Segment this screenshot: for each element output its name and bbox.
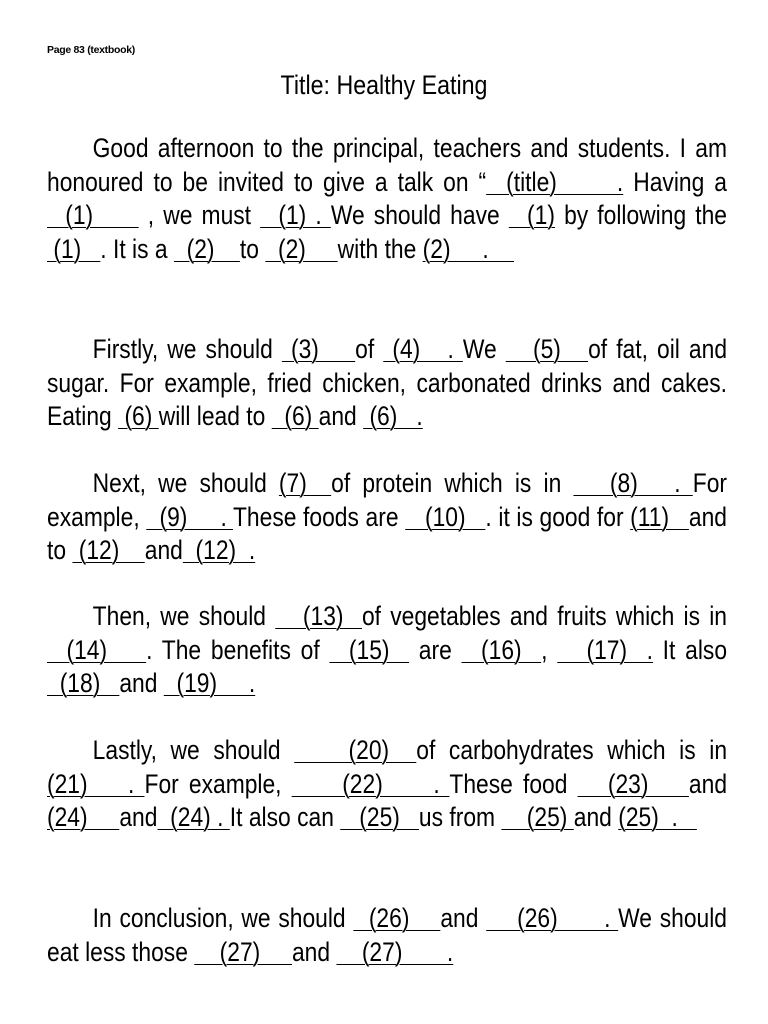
text-segment: and: [688, 768, 728, 799]
text-segment: Firstly, we should: [92, 334, 282, 364]
text-segment: and: [119, 802, 158, 832]
answer-blank[interactable]: (15): [329, 634, 410, 665]
paragraph-firstly: [47, 333, 727, 434]
answer-blank[interactable]: (12) .: [182, 535, 256, 565]
text-segment: We should have: [330, 200, 509, 230]
answer-blank[interactable]: (title) .: [486, 166, 624, 197]
text-segment: and: [119, 668, 164, 698]
text-segment: For example,: [47, 468, 728, 532]
text-segment: It also can: [229, 802, 341, 832]
text-segment: and to: [47, 501, 728, 565]
paragraph-introduction: [47, 132, 727, 266]
text-segment: of fat, oil and sugar. For example, fried chicken, carbonated drinks and cakes. Eating: [47, 334, 728, 431]
text-segment: , we must: [138, 200, 261, 230]
text-segment: are: [409, 634, 462, 665]
answer-blank[interactable]: (2): [265, 233, 338, 264]
answer-blank[interactable]: (16): [461, 634, 542, 665]
text-segment: These foods are: [232, 501, 406, 532]
text-segment: and: [440, 903, 487, 933]
text-segment: It also: [652, 634, 728, 665]
text-segment: and: [291, 936, 337, 967]
answer-blank[interactable]: (5): [505, 334, 589, 364]
text-segment: with the: [337, 233, 423, 264]
answer-blank[interactable]: (11): [630, 501, 689, 532]
answer-blank[interactable]: (19) .: [163, 668, 256, 698]
header-note: Page 83 (textbook): [47, 44, 135, 56]
text-segment: to: [239, 233, 266, 264]
text-segment: . It is a: [100, 233, 174, 264]
text-segment: by following the: [554, 200, 728, 230]
answer-blank[interactable]: (2): [173, 233, 240, 264]
answer-blank[interactable]: (3): [281, 334, 356, 364]
text-segment: of: [355, 334, 384, 364]
paragraph-then: [47, 600, 727, 701]
text-segment: ,: [541, 634, 558, 665]
answer-blank[interactable]: (26): [353, 903, 441, 933]
text-segment: These food: [449, 768, 578, 799]
text-segment: Then, we should: [92, 601, 276, 631]
text-segment: will lead to: [158, 401, 272, 431]
answer-blank[interactable]: (21) .: [47, 768, 145, 799]
answer-blank[interactable]: (25): [501, 802, 574, 832]
page-title: Title: Healthy Eating: [280, 70, 488, 100]
answer-blank[interactable]: (13): [275, 601, 362, 631]
paragraph-lastly: [47, 734, 727, 835]
answer-blank[interactable]: (27) .: [336, 936, 454, 967]
answer-blank[interactable]: (1): [47, 233, 101, 264]
answer-blank[interactable]: (1): [47, 200, 139, 230]
text-segment: Good afternoon to the principal, teachers and students. I am honoured to be invited to give a talk on “: [47, 133, 728, 197]
answer-blank[interactable]: (1): [508, 200, 555, 230]
answer-blank[interactable]: (12): [72, 535, 145, 565]
paragraph-conclusion: [47, 902, 727, 969]
answer-blank[interactable]: (6) .: [363, 401, 423, 431]
paragraph-next: [47, 467, 727, 568]
text-segment: . The benefits of: [146, 634, 330, 665]
text-segment: We should eat less those: [47, 903, 728, 967]
text-segment: and: [144, 535, 183, 565]
answer-blank[interactable]: (9) .: [146, 501, 233, 532]
text-segment: and: [318, 401, 364, 431]
answer-blank[interactable]: (20): [294, 735, 417, 765]
text-segment: Lastly, we should: [92, 735, 295, 765]
answer-blank[interactable]: (6): [118, 401, 159, 431]
text-segment: of protein which is in: [331, 468, 574, 498]
answer-blank[interactable]: (17) .: [557, 634, 653, 665]
answer-blank[interactable]: (10): [405, 501, 486, 532]
answer-blank[interactable]: (18): [47, 668, 120, 698]
answer-blank[interactable]: (24): [47, 802, 120, 832]
text-segment: and: [573, 802, 619, 832]
answer-blank[interactable]: (4) .: [383, 334, 463, 364]
text-segment: We: [462, 334, 506, 364]
answer-blank[interactable]: (25): [340, 802, 419, 832]
text-segment: us from: [418, 802, 502, 832]
text-segment: of vegetables and fruits which is in: [361, 601, 728, 631]
text-segment: Having a: [623, 166, 728, 197]
answer-blank[interactable]: (22) .: [291, 768, 450, 799]
answer-blank[interactable]: (8) .: [573, 468, 693, 498]
text-segment: . it is good for: [485, 501, 631, 532]
answer-blank[interactable]: (2) .: [422, 233, 515, 264]
text-segment: For example,: [144, 768, 292, 799]
answer-blank[interactable]: (14): [47, 634, 147, 665]
answer-blank[interactable]: (26) .: [486, 903, 619, 933]
text-segment: In conclusion, we should: [92, 903, 354, 933]
answer-blank[interactable]: (23): [577, 768, 689, 799]
text-segment: Next, we should: [92, 468, 279, 498]
answer-blank[interactable]: (6): [271, 401, 319, 431]
answer-blank[interactable]: (1) .: [260, 200, 331, 230]
text-segment: of carbohydrates which is in: [416, 735, 728, 765]
answer-blank[interactable]: (24) .: [157, 802, 230, 832]
answer-blank[interactable]: (25) .: [618, 802, 697, 832]
answer-blank[interactable]: (7): [278, 468, 332, 498]
answer-blank[interactable]: (27): [194, 936, 292, 967]
